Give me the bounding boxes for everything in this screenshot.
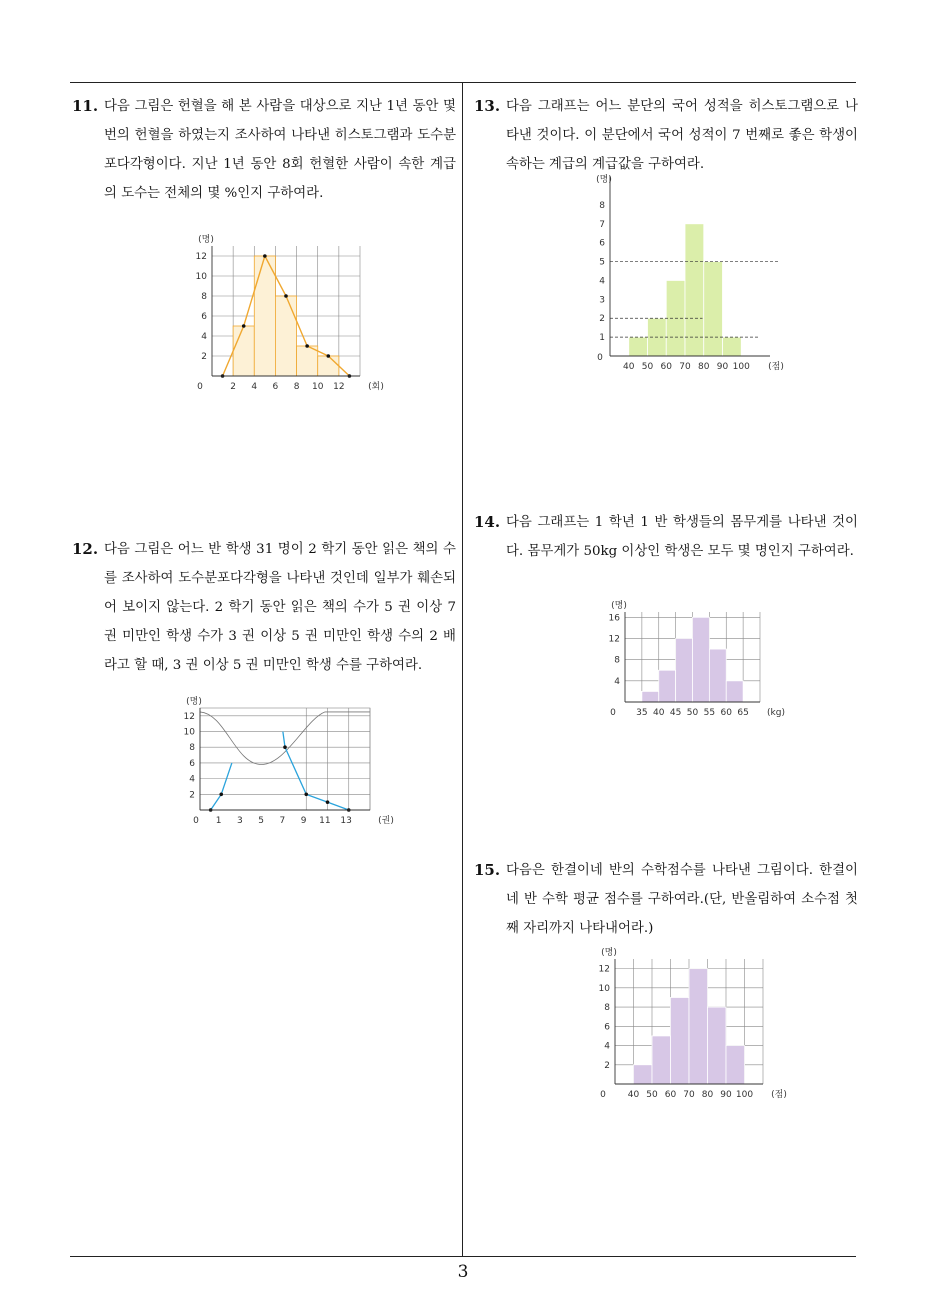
- polygon-point: [263, 254, 267, 258]
- question-text: 다음은 한결이네 반의 수학점수를 나타낸 그림이다. 한결이네 반 수학 평균 점수를 구하여라.(단, 반올림하여 소수점 첫째 자리까지 나타내어라.): [506, 863, 858, 936]
- histogram-bar: [726, 681, 743, 702]
- torn-edge: [200, 712, 370, 765]
- top-rule: [70, 82, 856, 83]
- plot-frame: [200, 708, 370, 810]
- x-tick-label: 13: [340, 816, 352, 826]
- histogram-bar: [642, 691, 659, 702]
- x-axis-unit: (권): [378, 816, 394, 826]
- y-tick-label: 10: [195, 272, 207, 282]
- x-tick-label: 35: [636, 708, 648, 718]
- question-13: [474, 92, 858, 179]
- polygon-segment: [211, 763, 232, 810]
- x-axis-unit: (회): [368, 382, 384, 392]
- x-tick-label: 100: [732, 362, 750, 372]
- y-tick-label: 4: [599, 276, 605, 287]
- y-tick-label: 6: [189, 758, 195, 769]
- x-tick-label: 60: [664, 1090, 677, 1100]
- y-axis-unit: (명): [611, 601, 627, 611]
- x-tick-label: 9: [300, 816, 307, 826]
- y-tick-label: 3: [599, 295, 605, 306]
- question-11: [72, 92, 456, 208]
- x-tick-label: 80: [701, 1090, 714, 1100]
- question-number: 14.: [474, 513, 501, 531]
- histogram-bar: [685, 224, 704, 356]
- y-tick-label: 7: [599, 219, 605, 230]
- x-tick-label: 3: [237, 816, 243, 826]
- x-tick-label: 1: [215, 816, 222, 826]
- column-divider: [462, 82, 463, 1257]
- y-tick-label: 10: [598, 983, 610, 994]
- question-15: [474, 856, 858, 943]
- x-tick-label: 90: [716, 362, 729, 372]
- x-tick-label: 4: [251, 382, 258, 392]
- histogram-bar: [318, 356, 339, 376]
- x-tick-label: 6: [272, 382, 279, 392]
- chart-q11: [190, 226, 384, 396]
- x-tick-label: 0: [610, 708, 616, 718]
- x-tick-label: 70: [683, 1090, 695, 1100]
- x-tick-label: 40: [623, 362, 635, 372]
- question-text: 다음 그림은 헌혈을 해 본 사람을 대상으로 지난 1년 동안 몇 번의 헌혈을 하였는지 조사하여 나타낸 히스토그램과 도수분포다각형이다. 지난 1년 동안 8회 헌혈한 사람이 속한 계급의 도수는 전체의 몇 %인지 구하여라.: [104, 99, 456, 201]
- y-axis-unit: (명): [596, 175, 612, 185]
- origin-label: 0: [597, 353, 603, 363]
- x-tick-label: 50: [646, 1090, 658, 1100]
- histogram-bar: [254, 256, 275, 376]
- x-tick-label: 7: [279, 816, 286, 826]
- x-tick-label: 50: [686, 708, 699, 718]
- chart-q14: [600, 594, 785, 719]
- x-tick-label: 12: [333, 382, 345, 392]
- y-tick-label: 4: [604, 1041, 610, 1052]
- polygon-point: [326, 800, 330, 804]
- polygon-point: [326, 354, 330, 358]
- polygon-point: [283, 745, 287, 749]
- question-number: 13.: [474, 97, 501, 115]
- polygon-point: [305, 344, 309, 348]
- y-axis-unit: (명): [601, 948, 617, 958]
- y-tick-label: 12: [195, 252, 207, 262]
- question-text: 다음 그래프는 어느 분단의 국어 성적을 히스토그램으로 나타낸 것이다. 이 분단에서 국어 성적이 7 번째로 좋은 학생이 속하는 계급의 계급값을 구하여라.: [506, 99, 858, 172]
- y-tick-label: 6: [201, 312, 207, 322]
- histogram-bar: [676, 638, 693, 702]
- histogram-bar: [693, 617, 710, 702]
- x-tick-label: 5: [258, 816, 264, 826]
- y-tick-label: 2: [604, 1060, 610, 1071]
- histogram-bar: [723, 337, 742, 356]
- question-14: [474, 508, 858, 566]
- x-tick-label: 0: [600, 1090, 606, 1100]
- chart-q12: [178, 694, 394, 829]
- y-axis-unit: (명): [186, 697, 202, 707]
- histogram-bar: [629, 337, 648, 356]
- x-tick-label: 65: [737, 708, 749, 718]
- polygon-point: [242, 324, 246, 328]
- question-12: [72, 535, 456, 680]
- y-tick-label: 4: [614, 676, 620, 687]
- histogram-bar: [652, 1036, 671, 1084]
- question-number: 12.: [72, 540, 99, 558]
- y-tick-label: 8: [614, 655, 620, 666]
- histogram-bar: [704, 262, 723, 356]
- x-tick-label: 40: [627, 1090, 640, 1100]
- x-axis-unit: (kg): [767, 708, 785, 718]
- histogram-bar: [671, 997, 690, 1084]
- x-tick-label: 2: [230, 382, 237, 392]
- x-tick-label: 55: [703, 708, 716, 718]
- histogram-bar: [659, 670, 676, 702]
- y-tick-label: 4: [201, 332, 207, 342]
- y-tick-label: 1: [599, 333, 605, 344]
- histogram-bar: [708, 1007, 727, 1084]
- histogram-bar: [726, 1046, 745, 1084]
- histogram-bar: [709, 649, 726, 702]
- y-tick-label: 10: [183, 727, 195, 738]
- y-tick-label: 6: [604, 1022, 610, 1033]
- bottom-rule: [70, 1256, 856, 1257]
- x-tick-label: 8: [293, 382, 300, 392]
- x-tick-label: 100: [735, 1090, 754, 1100]
- question-text: 다음 그림은 어느 반 학생 31 명이 2 학기 동안 읽은 책의 수를 조사하여 도수분포다각형을 나타낸 것인데 일부가 훼손되어 보이지 않는다. 2 학기 동안 읽은 책의 수가 5 권 이상 7 권 미만인 학생 수가 3 권 이상 5 권 미만인 학생 수의 2 배라고 할 때, 3 권 이상 5 권 미만인 학생 수를 구하여라.: [104, 542, 456, 673]
- y-tick-label: 4: [189, 774, 195, 785]
- polygon-point: [304, 793, 308, 797]
- x-tick-label: 90: [720, 1090, 732, 1100]
- question-number: 15.: [474, 861, 501, 879]
- x-tick-label: 11: [319, 816, 331, 826]
- y-tick-label: 5: [599, 257, 605, 268]
- y-tick-label: 8: [599, 200, 605, 211]
- histogram-bar: [634, 1065, 653, 1084]
- y-tick-label: 12: [183, 711, 195, 722]
- x-tick-label: 70: [679, 362, 691, 372]
- chart-q15: [595, 944, 787, 1114]
- y-axis-unit: (명): [198, 235, 214, 245]
- question-text: 다음 그래프는 1 학년 1 반 학생들의 몸무게를 나타낸 것이다. 몸무게가 50kg 이상인 학생은 모두 몇 명인지 구하여라.: [506, 515, 858, 559]
- question-number: 11.: [72, 97, 99, 115]
- histogram-bar: [689, 969, 708, 1084]
- polygon-point: [219, 793, 223, 797]
- y-tick-label: 2: [201, 352, 207, 362]
- y-tick-label: 12: [608, 634, 620, 645]
- x-tick-label: 60: [660, 362, 672, 372]
- x-tick-label: 45: [669, 708, 682, 718]
- x-tick-label: 50: [641, 362, 654, 372]
- x-axis-unit: (점): [768, 362, 784, 372]
- x-tick-label: 0: [197, 382, 203, 392]
- y-tick-label: 2: [599, 314, 605, 325]
- y-tick-label: 8: [201, 292, 207, 302]
- y-tick-label: 6: [599, 238, 605, 249]
- histogram-bar: [233, 326, 254, 376]
- x-tick-label: 40: [653, 708, 665, 718]
- y-tick-label: 8: [189, 743, 195, 754]
- y-tick-label: 16: [608, 613, 620, 624]
- polygon-point: [284, 294, 288, 298]
- page-number: 3: [457, 1262, 469, 1282]
- chart-q13: [592, 175, 784, 373]
- x-axis-unit: (점): [771, 1090, 787, 1100]
- x-tick-label: 0: [193, 816, 199, 826]
- y-tick-label: 12: [598, 964, 610, 975]
- y-tick-label: 8: [604, 1003, 610, 1014]
- histogram-bar: [297, 346, 318, 376]
- x-tick-label: 60: [720, 708, 732, 718]
- y-tick-label: 2: [189, 790, 195, 801]
- x-tick-label: 10: [311, 382, 324, 392]
- histogram-bar: [275, 296, 296, 376]
- x-tick-label: 80: [698, 362, 710, 372]
